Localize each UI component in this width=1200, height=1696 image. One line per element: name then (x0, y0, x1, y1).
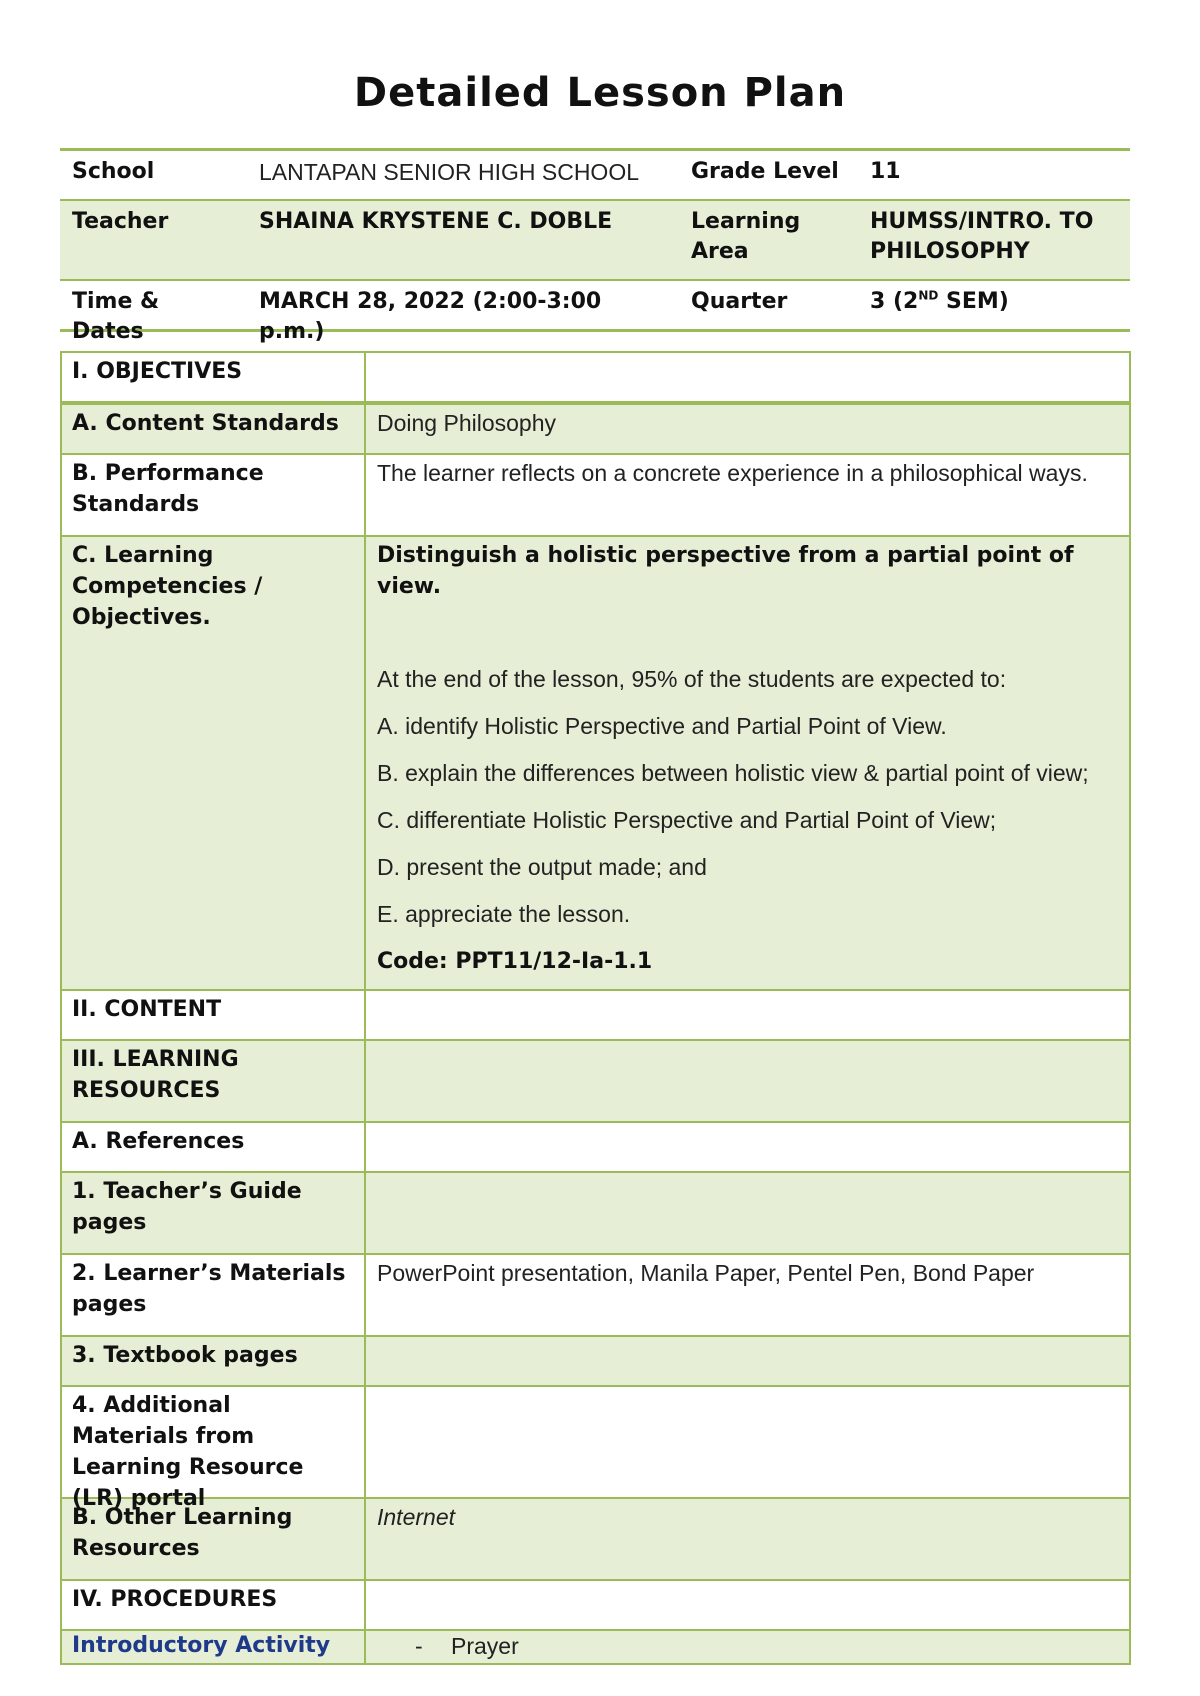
quarter-value (858, 281, 1130, 329)
competency-main: Distinguish a holistic perspective from a partial point of view. (377, 543, 1074, 599)
header-info-table (60, 148, 1130, 344)
teachers-guide-label: 1. Teacher’s Guide pages (62, 1173, 366, 1253)
textbook-label: 3. Textbook pages (62, 1337, 366, 1385)
row-content-standards (62, 401, 1129, 453)
grade-level-value: 11 (870, 159, 901, 184)
row-performance-standards (62, 453, 1129, 535)
learners-materials-value: PowerPoint presentation, Manila Paper, Pentel Pen, Bond Paper (377, 1260, 1035, 1286)
content-value (366, 991, 1129, 1039)
quarter-value-sup: ND (918, 288, 939, 303)
other-resources-label: B. Other Learning Resources (62, 1499, 366, 1579)
info-row-teacher (60, 199, 1130, 279)
procedures-value (366, 1581, 1129, 1629)
dash-bullet: - (415, 1633, 423, 1659)
row-objectives (62, 353, 1129, 401)
competency-item-d: D. present the output made; and (377, 854, 707, 880)
row-additional-materials (62, 1385, 1129, 1511)
quarter-label: Quarter (691, 289, 788, 314)
row-introductory-activity (62, 1629, 1129, 1663)
quarter-value-sem: SEM) (938, 289, 1009, 314)
row-procedures (62, 1579, 1129, 1629)
info-row-school (60, 151, 1130, 199)
time-dates-label: Time & Dates (72, 289, 160, 344)
teacher-value: SHAINA KRYSTENE C. DOBLE (259, 209, 613, 234)
competency-item-e: E. appreciate the lesson. (377, 901, 631, 927)
other-resources-value: Internet (377, 1504, 455, 1530)
grade-level-label: Grade Level (691, 159, 839, 184)
competency-intro: At the end of the lesson, 95% of the students are expected to: (377, 666, 1007, 692)
introductory-activity-value (366, 1631, 1129, 1663)
learning-resources-value (366, 1041, 1129, 1121)
time-dates-value: MARCH 28, 2022 (2:00-3:00 p.m.) (259, 289, 602, 344)
introductory-item (377, 1631, 1119, 1661)
learning-area-value: HUMSS/INTRO. TO PHILOSOPHY (870, 209, 1094, 264)
objectives-label: I. OBJECTIVES (62, 353, 366, 401)
learning-competencies-value (366, 537, 1129, 989)
row-other-resources (62, 1497, 1129, 1579)
teachers-guide-value (366, 1173, 1129, 1253)
school-label: School (72, 159, 155, 184)
textbook-value (366, 1337, 1129, 1385)
row-textbook (62, 1335, 1129, 1385)
content-standards-value: Doing Philosophy (377, 410, 557, 436)
learners-materials-label: 2. Learner’s Materials pages (62, 1255, 366, 1335)
competency-item-b: B. explain the differences between holistic view & partial point of view; (377, 760, 1089, 786)
page-title: Detailed Lesson Plan (353, 70, 847, 116)
introductory-item-text: Prayer (451, 1633, 519, 1659)
additional-materials-label: 4. Additional Materials from Learning Resource (LR) portal (62, 1387, 366, 1497)
content-standards-label: A. Content Standards (62, 405, 366, 453)
quarter-value-number: 3 (2 (870, 289, 919, 314)
row-learning-competencies (62, 535, 1129, 989)
row-content (62, 989, 1129, 1039)
row-teachers-guide (62, 1171, 1129, 1253)
performance-standards-label: B. Performance Standards (62, 455, 366, 535)
introductory-activity-label: Introductory Activity (62, 1631, 366, 1663)
competency-item-c: C. differentiate Holistic Perspective and Partial Point of View; (377, 807, 997, 833)
lesson-plan-table (60, 351, 1131, 1665)
competency-item-a: A. identify Holistic Perspective and Partial Point of View. (377, 713, 947, 739)
procedures-label: IV. PROCEDURES (62, 1581, 366, 1629)
competencies-label-line1: C. Learning Competencies / (72, 543, 263, 599)
competencies-label-line2: Objectives. (72, 605, 211, 630)
info-row-time (60, 279, 1130, 344)
learning-area-label: Learning Area (691, 209, 801, 264)
row-references (62, 1121, 1129, 1171)
performance-standards-value: The learner reflects on a concrete experience in a philosophical ways. (377, 460, 1088, 486)
additional-materials-value (366, 1387, 1129, 1497)
learning-competencies-label (62, 537, 366, 989)
objectives-value (366, 353, 1129, 401)
references-value (366, 1123, 1129, 1171)
learning-resources-label: III. LEARNING RESOURCES (62, 1041, 366, 1121)
row-learners-materials (62, 1253, 1129, 1335)
teacher-label: Teacher (72, 209, 169, 234)
references-label: A. References (62, 1123, 366, 1171)
competency-code: Code: PPT11/12-Ia-1.1 (377, 949, 653, 974)
content-label: II. CONTENT (62, 991, 366, 1039)
row-learning-resources (62, 1039, 1129, 1121)
school-value: LANTAPAN SENIOR HIGH SCHOOL (259, 159, 639, 185)
